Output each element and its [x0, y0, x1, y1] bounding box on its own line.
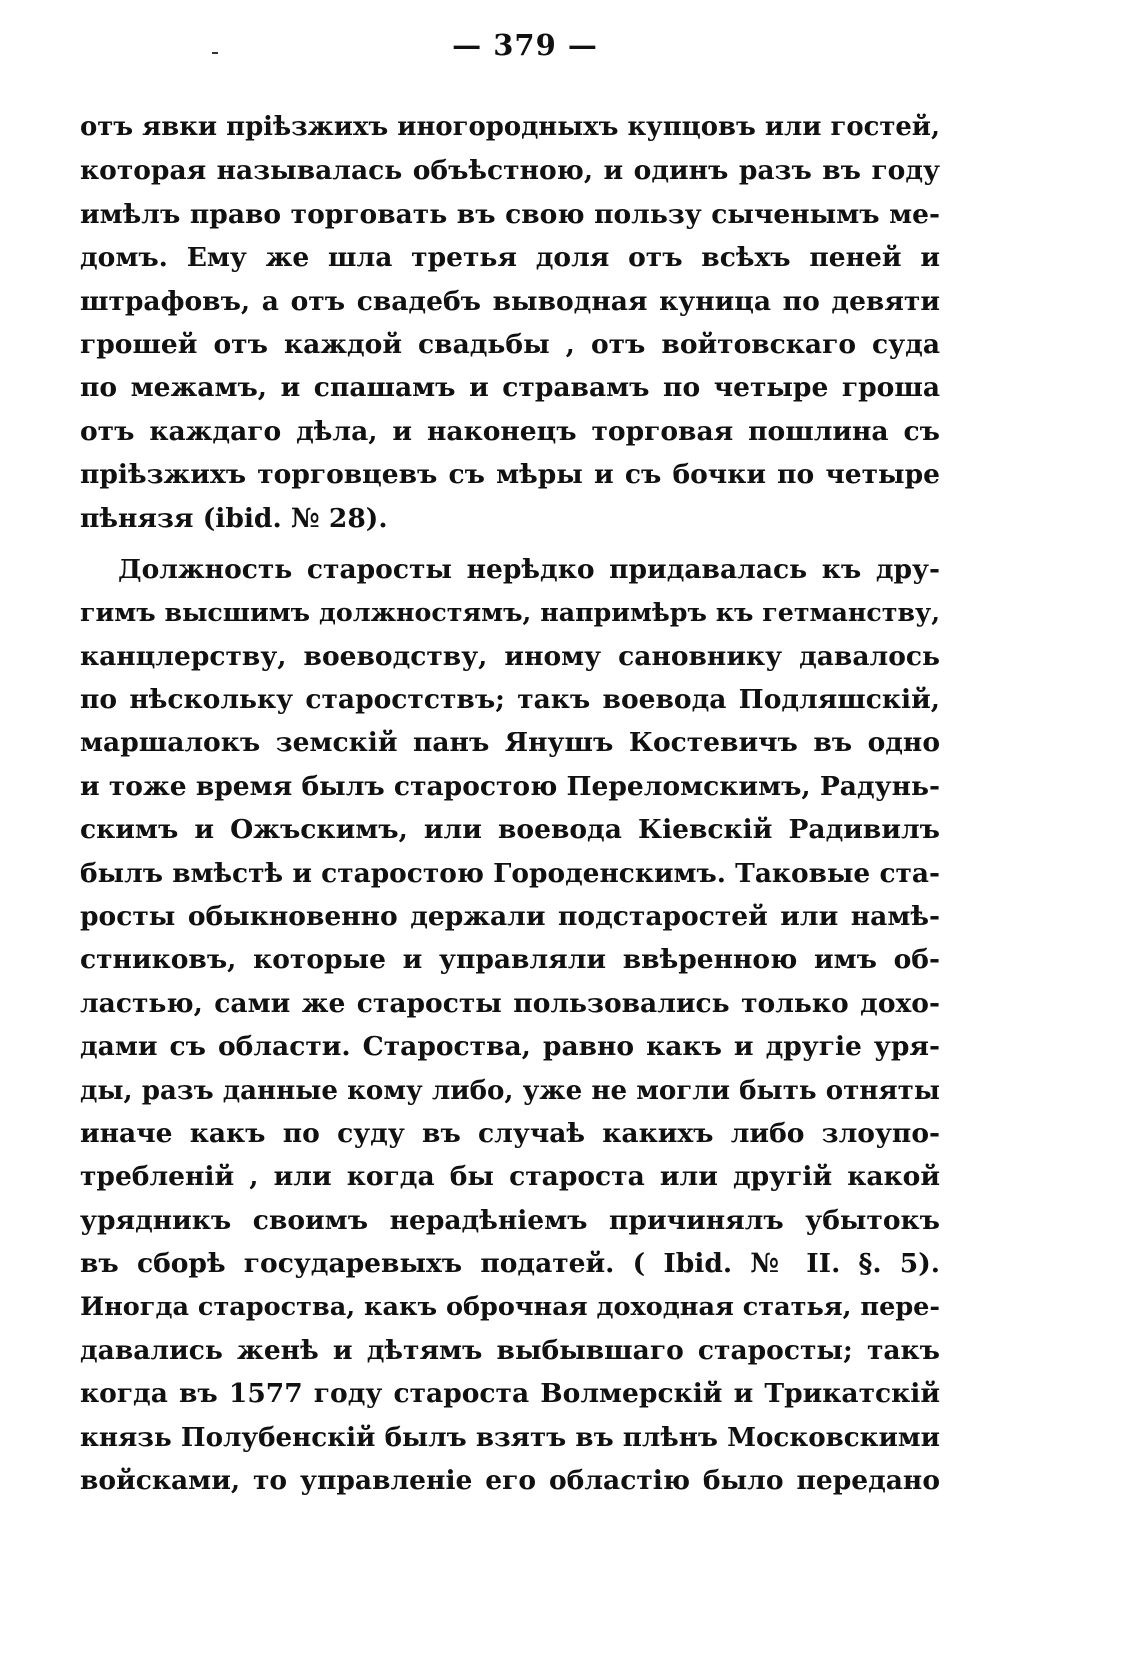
text-line: князь Полубенскій былъ взятъ въ плѣнъ Московскими — [80, 1421, 940, 1453]
text-line: Иногда староства, какъ оброчная доходная статья, пере- — [80, 1291, 940, 1322]
text-line: отъ явки пріѣзжихъ иногородныхъ купцовъ или гостей, — [80, 112, 940, 142]
text-line: скимъ и Ожъскимъ, или воевода Кіевскій Радивилъ — [80, 814, 940, 846]
text-line: давались женѣ и дѣтямъ выбывшаго старосты; такъ — [80, 1334, 940, 1366]
paragraph-gap — [80, 540, 940, 548]
text-line: былъ вмѣстѣ и старостою Городенскимъ. Таковые ста- — [80, 857, 940, 889]
text-line: когда въ 1577 году староста Волмерскій и Трикатскій — [80, 1378, 940, 1410]
text-line: въ сборѣ государевыхъ податей. ( Ibid. № II. §. 5). — [80, 1248, 940, 1280]
page-number: — 379 — — [452, 28, 598, 62]
text-line: по межамъ, и спашамъ и стравамъ по четыре гроша — [80, 372, 940, 404]
text-line: пѣнязя (ibid. № 28). — [80, 502, 388, 534]
text-line: и тоже время былъ старостою Переломскимъ, Радунь- — [80, 770, 940, 802]
text-line: грошей отъ каждой свадьбы , отъ войтовскаго суда — [80, 328, 940, 360]
paragraph-1 — [80, 106, 940, 540]
text-line: войсками, то управленіе его областію было передано — [80, 1465, 940, 1497]
text-line: урядникъ своимъ нерадѣніемъ причинялъ убытокъ — [80, 1204, 940, 1236]
text-line: ластью, сами же старосты пользовались только дохо- — [80, 987, 940, 1019]
paragraph-2 — [80, 548, 940, 1503]
print-speck — [212, 52, 218, 54]
text-line: Должность старосты нерѣдко придавалась къ дру- — [118, 553, 940, 585]
text-line: канцлерству, воеводству, иному сановнику давалось — [80, 640, 940, 672]
body-text — [80, 106, 940, 1503]
text-line: дами съ области. Староства, равно какъ и другіе уря- — [80, 1031, 940, 1063]
text-line: ды, разъ данные кому либо, уже не могли быть отняты — [80, 1074, 940, 1106]
text-line: иначе какъ по суду въ случаѣ какихъ либо злоупо- — [80, 1117, 940, 1149]
text-line: отъ каждаго дѣла, и наконецъ торговая пошлина съ — [80, 415, 940, 447]
text-line: маршалокъ земскій панъ Янушъ Костевичъ въ одно — [80, 727, 940, 759]
text-line: требленій , или когда бы староста или другій какой — [80, 1161, 940, 1193]
text-line: пріѣзжихъ торговцевъ съ мѣры и съ бочки по четыре — [80, 459, 940, 491]
text-line: росты обыкновенно держали подстаростей или намѣ- — [80, 901, 940, 933]
text-line: штрафовъ, а отъ свадебъ выводная куница по девяти — [80, 285, 940, 317]
text-line: которая называлась объѣстною, и одинъ разъ въ году — [80, 155, 940, 187]
text-line: по нѣскольку старостствъ; такъ воевода Подляшскій, — [80, 684, 940, 716]
text-line: имѣлъ право торговать въ свою пользу сыченымъ ме- — [80, 198, 940, 230]
text-line: стниковъ, которые и управляли ввѣренною имъ об- — [80, 944, 940, 976]
text-line: домъ. Ему же шла третья доля отъ всѣхъ пеней и — [80, 242, 940, 274]
text-line: гимъ высшимъ должностямъ, напримѣръ къ гетманству, — [80, 597, 940, 628]
